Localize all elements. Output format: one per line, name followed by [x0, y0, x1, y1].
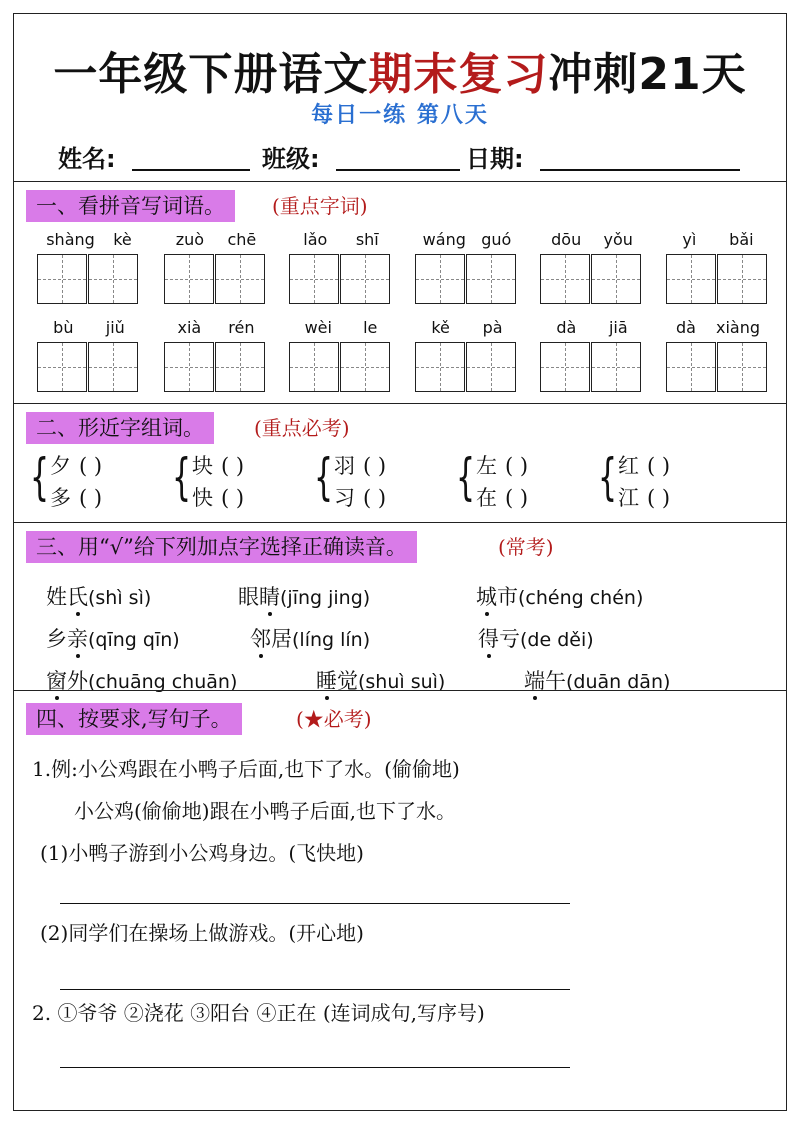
- brace-symbol: {: [598, 448, 618, 506]
- character: 觉: [337, 669, 358, 693]
- char-compound-row[interactable]: [334, 482, 386, 512]
- question-1: (1)小鸭子游到小公鸡身边。(飞快地): [40, 841, 364, 865]
- pinyin-syllable: bǎi: [729, 230, 754, 249]
- section-pronunciation: [14, 522, 786, 693]
- character: 在: [476, 486, 497, 510]
- character: 午: [545, 669, 566, 693]
- pinyin-syllable: dà: [556, 318, 577, 337]
- pinyin-syllable: dà: [676, 318, 696, 337]
- pinyin-syllable: kè: [113, 230, 132, 249]
- pronunciation-item: [478, 623, 594, 653]
- answer-blank[interactable]: ( ): [505, 454, 529, 478]
- character: 乡: [46, 627, 67, 651]
- char-pair-group: [456, 450, 591, 512]
- word: [238, 585, 280, 609]
- pinyin-options[interactable]: (duān dān): [566, 671, 671, 693]
- pinyin-options[interactable]: (líng lín): [292, 629, 371, 651]
- answer-line-2[interactable]: [60, 989, 570, 990]
- pinyin-text: [540, 318, 644, 338]
- character: 羽: [334, 454, 355, 478]
- section-tag: (常考): [498, 535, 554, 559]
- date-field[interactable]: [540, 169, 740, 171]
- writing-box[interactable]: [466, 342, 516, 392]
- writing-box[interactable]: [37, 342, 87, 392]
- writing-box[interactable]: [717, 342, 767, 392]
- date-label: 日期:: [466, 145, 524, 173]
- dotted-character: 睡: [316, 669, 337, 693]
- section-similar-chars: [14, 403, 786, 522]
- word: [250, 627, 292, 651]
- char-pair-group: [172, 450, 307, 512]
- writing-box[interactable]: [164, 342, 214, 392]
- pinyin-syllable: kě: [431, 318, 450, 337]
- pinyin-syllable: jiǔ: [105, 318, 125, 337]
- character: 左: [476, 454, 497, 478]
- character: 亏: [499, 627, 520, 651]
- writing-box[interactable]: [591, 342, 641, 392]
- answer-blank[interactable]: ( ): [221, 454, 245, 478]
- writing-box[interactable]: [289, 342, 339, 392]
- writing-box[interactable]: [88, 254, 138, 304]
- character: 外: [67, 669, 88, 693]
- character: 习: [334, 486, 355, 510]
- writing-box[interactable]: [415, 254, 465, 304]
- pinyin-options[interactable]: (jīng jing): [280, 587, 371, 609]
- section-pinyin: [14, 181, 786, 403]
- pinyin-syllable: jiā: [608, 318, 628, 337]
- writing-box[interactable]: [717, 254, 767, 304]
- pronunciation-item: [46, 623, 180, 653]
- writing-box[interactable]: [289, 254, 339, 304]
- pinyin-options[interactable]: (shì sì): [88, 587, 152, 609]
- char-pair-group: [30, 450, 165, 512]
- pinyin-syllable: rén: [228, 318, 255, 337]
- pinyin-syllable: bù: [53, 318, 74, 337]
- char-compound-row[interactable]: [50, 450, 102, 480]
- pronunciation-item: [46, 581, 151, 611]
- pinyin-options[interactable]: (chuāng chuān): [88, 671, 238, 693]
- pronunciation-item: [476, 581, 643, 611]
- question-3: 2. ①爷爷 ②浇花 ③阳台 ④正在 (连词成句,写序号): [32, 1001, 485, 1025]
- section-heading: 四、按要求,写句子。: [26, 703, 242, 735]
- brace-symbol: {: [314, 448, 334, 506]
- pinyin-syllable: yì: [682, 230, 697, 249]
- character: 块: [192, 454, 213, 478]
- pinyin-text: [666, 230, 770, 250]
- pinyin-syllable: dōu: [551, 230, 582, 249]
- pinyin-text: [289, 318, 393, 338]
- pinyin-word-group: [415, 230, 519, 316]
- pinyin-options[interactable]: (qīng qīn): [88, 629, 180, 651]
- pinyin-options[interactable]: (chéng chén): [518, 587, 644, 609]
- worksheet: [13, 13, 787, 1111]
- char-compound-row[interactable]: [192, 450, 244, 480]
- writing-box[interactable]: [540, 254, 590, 304]
- char-compound-row[interactable]: [618, 450, 670, 480]
- answer-line-3[interactable]: [60, 1067, 570, 1068]
- pinyin-word-group: [415, 318, 519, 404]
- answer-blank[interactable]: ( ): [505, 486, 529, 510]
- example-sentence: 1.例:小公鸡跟在小鸭子后面,也下了水。(偷偷地): [32, 757, 460, 781]
- pinyin-word-group: [289, 318, 393, 404]
- dotted-character: 得: [478, 627, 499, 651]
- writing-box[interactable]: [415, 342, 465, 392]
- pinyin-word-group: [540, 318, 644, 404]
- pinyin-word-group: [37, 230, 141, 316]
- pinyin-syllable: shàng: [46, 230, 95, 249]
- example-answer: 小公鸡(偷偷地)跟在小鸭子后面,也下了水。: [74, 799, 456, 823]
- character: 居: [271, 627, 292, 651]
- brace-symbol: {: [456, 448, 476, 506]
- pronunciation-item: [238, 581, 370, 611]
- writing-box[interactable]: [37, 254, 87, 304]
- section-sentences: [14, 690, 786, 1110]
- pinyin-text: [37, 230, 141, 250]
- pinyin-syllable: xiàng: [715, 318, 760, 337]
- writing-box[interactable]: [340, 254, 390, 304]
- name-label: 姓名:: [58, 145, 116, 173]
- section-heading: 三、用“√”给下列加点字选择正确读音。: [26, 531, 417, 563]
- dotted-character: 邻: [250, 627, 271, 651]
- writing-box[interactable]: [215, 342, 265, 392]
- answer-line-1[interactable]: [60, 903, 570, 904]
- page-title: 一年级下册语文期末复习冲刺21天: [53, 49, 747, 100]
- name-field[interactable]: [132, 169, 250, 171]
- pinyin-word-group: [164, 318, 268, 404]
- pinyin-syllable: chē: [227, 230, 257, 249]
- writing-box[interactable]: [340, 342, 390, 392]
- pinyin-syllable: lǎo: [303, 230, 328, 249]
- writing-box[interactable]: [88, 342, 138, 392]
- pinyin-options[interactable]: (shuì suì): [358, 671, 446, 693]
- answer-blank[interactable]: ( ): [647, 454, 671, 478]
- character: 江: [618, 486, 639, 510]
- char-compound-row[interactable]: [476, 450, 528, 480]
- answer-blank[interactable]: ( ): [221, 486, 245, 510]
- pinyin-text: [289, 230, 393, 250]
- pinyin-syllable: wáng: [422, 230, 466, 249]
- pinyin-word-group: [37, 318, 141, 404]
- char-compound-row[interactable]: [50, 482, 102, 512]
- dotted-character: 窗: [46, 669, 67, 693]
- section-tag: (重点字词): [272, 194, 368, 218]
- writing-box[interactable]: [666, 254, 716, 304]
- char-pair-group: [314, 450, 449, 512]
- dotted-character: 氏: [67, 585, 88, 609]
- brace-symbol: {: [30, 448, 50, 506]
- pinyin-text: [415, 318, 519, 338]
- page-subtitle: 每日一练 第八天: [311, 103, 489, 128]
- pronunciation-item: [250, 623, 370, 653]
- pinyin-text: [164, 230, 268, 250]
- character: 红: [618, 454, 639, 478]
- brace-symbol: {: [172, 448, 192, 506]
- writing-box[interactable]: [591, 254, 641, 304]
- answer-blank[interactable]: ( ): [79, 454, 103, 478]
- writing-box[interactable]: [164, 254, 214, 304]
- pinyin-syllable: guó: [481, 230, 512, 249]
- class-field[interactable]: [336, 169, 460, 171]
- answer-blank[interactable]: ( ): [363, 486, 387, 510]
- section-tag: (★必考): [296, 707, 372, 731]
- section-tag: (重点必考): [254, 416, 350, 440]
- char-compound-row[interactable]: [476, 482, 528, 512]
- section-heading: 二、形近字组词。: [26, 412, 214, 444]
- pinyin-syllable: zuò: [175, 230, 205, 249]
- writing-box[interactable]: [466, 254, 516, 304]
- pinyin-word-group: [164, 230, 268, 316]
- dotted-character: 亲: [67, 627, 88, 651]
- pinyin-syllable: le: [363, 318, 378, 337]
- answer-blank[interactable]: ( ): [363, 454, 387, 478]
- char-compound-row[interactable]: [334, 450, 386, 480]
- class-label: 班级:: [262, 145, 320, 173]
- char-pair-group: [598, 450, 733, 512]
- writing-box[interactable]: [666, 342, 716, 392]
- pinyin-text: [415, 230, 519, 250]
- character: 多: [50, 486, 71, 510]
- char-compound-row[interactable]: [192, 482, 244, 512]
- char-compound-row[interactable]: [618, 482, 670, 512]
- character: 夕: [50, 454, 71, 478]
- question-2: (2)同学们在操场上做游戏。(开心地): [40, 921, 364, 945]
- word: [478, 627, 520, 651]
- writing-box[interactable]: [215, 254, 265, 304]
- character: 眼: [238, 585, 259, 609]
- pinyin-syllable: wèi: [304, 318, 332, 337]
- pinyin-text: [37, 318, 141, 338]
- pinyin-syllable: xià: [177, 318, 202, 337]
- pinyin-word-group: [666, 230, 770, 316]
- dotted-character: 城: [476, 585, 497, 609]
- writing-box[interactable]: [540, 342, 590, 392]
- character: 快: [192, 486, 213, 510]
- section-heading: 一、看拼音写词语。: [26, 190, 235, 222]
- answer-blank[interactable]: ( ): [79, 486, 103, 510]
- answer-blank[interactable]: ( ): [647, 486, 671, 510]
- pinyin-word-group: [540, 230, 644, 316]
- pinyin-text: [666, 318, 770, 338]
- pinyin-syllable: pà: [482, 318, 503, 337]
- pinyin-text: [164, 318, 268, 338]
- character: 市: [497, 585, 518, 609]
- word: [46, 585, 88, 609]
- pinyin-options[interactable]: (de děi): [520, 629, 594, 651]
- dotted-character: 端: [524, 669, 545, 693]
- pinyin-word-group: [666, 318, 770, 404]
- pinyin-syllable: yǒu: [603, 230, 633, 249]
- pinyin-syllable: shī: [355, 230, 379, 249]
- character: 姓: [46, 585, 67, 609]
- dotted-character: 睛: [259, 585, 280, 609]
- pinyin-word-group: [289, 230, 393, 316]
- word: [476, 585, 518, 609]
- word: [46, 627, 88, 651]
- pinyin-text: [540, 230, 644, 250]
